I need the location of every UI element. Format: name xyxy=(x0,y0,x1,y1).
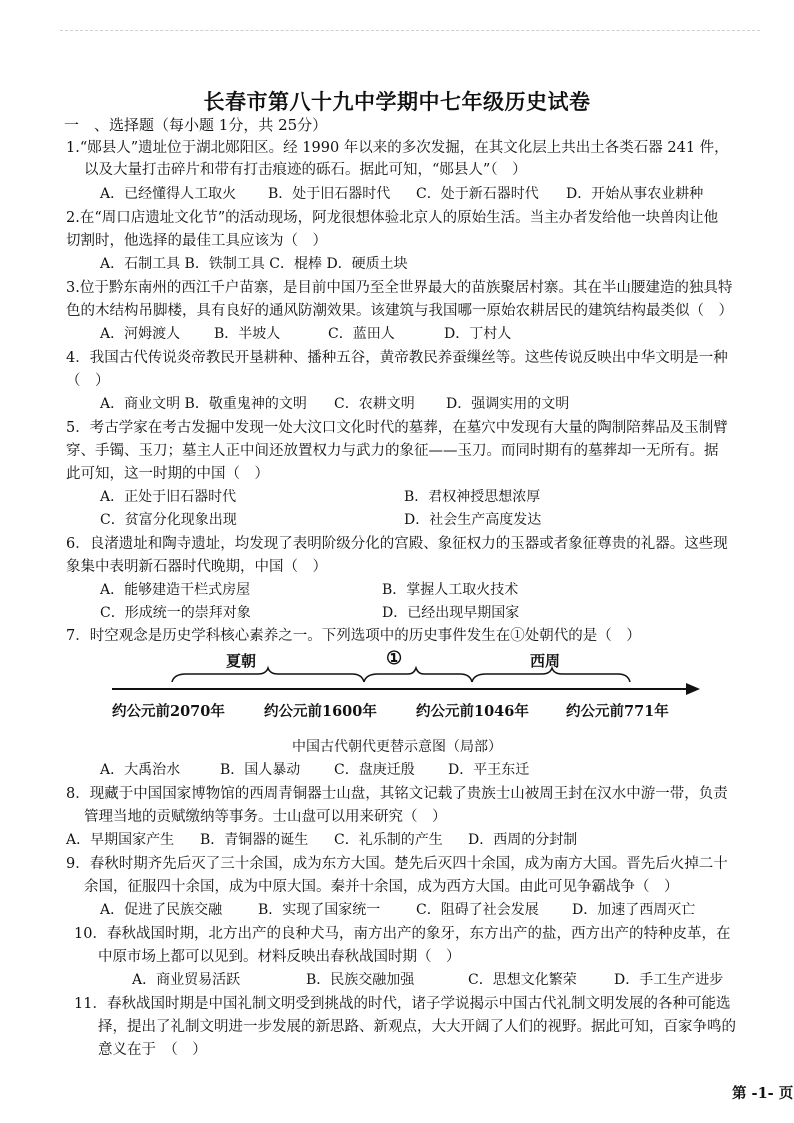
q6-option-c[interactable]: C．形成统一的崇拜对象 xyxy=(100,605,251,621)
section-heading: 一 、选择题（每小题 1分，共 25分） xyxy=(64,116,328,134)
q2-options[interactable]: A．石制工具 B．铁制工具 C．棍棒 D．硬质土块 xyxy=(100,256,408,272)
q8-option-d[interactable]: D．西周的分封制 xyxy=(468,832,578,848)
q4-line-1: 4．我国古代传说炎帝教民开垦耕种、播种五谷，黄帝教民养蚕缫丝等。这些传说反映出中华文明是一种 xyxy=(66,350,728,366)
q5-option-c[interactable]: C．贫富分化现象出现 xyxy=(100,512,237,528)
q6-option-d[interactable]: D．已经出现早期国家 xyxy=(382,605,520,621)
q7-option-a[interactable]: A．大禹治水 xyxy=(100,762,181,778)
q4-option-d[interactable]: D．强调实用的文明 xyxy=(446,396,570,412)
q1-option-b[interactable]: B．处于旧石器时代 xyxy=(268,186,391,202)
q8-line-1: 8．现藏于中国国家博物馆的西周青铜器士山盘，其铭文记载了贵族士山被周王封在汉水中游一带，负责 xyxy=(66,786,728,802)
timeline-date-4: 约公元前771年 xyxy=(566,703,669,720)
q4-line-2: （ ） xyxy=(66,373,110,389)
q7-line-1: 7．时空观念是历史学科核心素养之一。下列选项中的历史事件发生在①处朝代的是（ ） xyxy=(66,628,641,644)
q9-option-c[interactable]: C．阻碍了社会发展 xyxy=(416,902,539,918)
q4-option-ab[interactable]: A．商业文明 B．敬重鬼神的文明 xyxy=(100,396,307,412)
q9-line-1: 9．春秋时期齐先后灭了三十余国，成为东方大国。楚先后灭四十余国，成为南方大国。晋先后火掉二十 xyxy=(66,856,728,872)
q7-option-d[interactable]: D．平王东迁 xyxy=(448,762,530,778)
q3-option-d[interactable]: D．丁村人 xyxy=(444,326,512,342)
timeline-date-1: 约公元前2070年 xyxy=(112,703,225,720)
q7-option-c[interactable]: C．盘庚迁殷 xyxy=(334,762,415,778)
q10-option-c[interactable]: C．思想文化繁荣 xyxy=(468,972,577,988)
q5-option-d[interactable]: D．社会生产高度发达 xyxy=(404,512,542,528)
q5-line-2: 穿、手镯、玉刀；墓主人正中间还放置权力与武力的象征——玉刀。而同时期有的墓葬却一无所有。据 xyxy=(66,443,719,459)
timeline-label-xia: 夏朝 xyxy=(226,652,257,670)
exam-title: 长春市第八十九中学期中七年级历史试卷 xyxy=(203,89,591,114)
q3-line-1: 3.位于黔东南州的西江千户苗寨，是目前中国乃至全世界最大的苗族聚居村寨。其在半山腰建造的独具特 xyxy=(66,280,733,296)
q6-option-a[interactable]: A．能够建造干栏式房屋 xyxy=(100,582,251,598)
q9-option-d[interactable]: D．加速了西周灭亡 xyxy=(572,902,696,918)
q6-line-2: 象集中表明新石器时代晚期，中国（ ） xyxy=(66,559,327,575)
bracket-shang xyxy=(364,668,472,682)
q3-option-a[interactable]: A．河姆渡人 xyxy=(100,326,181,342)
q6-line-1: 6．良渚遗址和陶寺遗址，均发现了表明阶级分化的宫殿、象征权力的玉器或者象征尊贵的礼器。这些现 xyxy=(66,536,728,552)
q10-line-2: 中原市场上都可以见到。材料反映出春秋战国时期（ ） xyxy=(98,949,461,965)
q9-option-a[interactable]: A．促进了民族交融 xyxy=(100,902,223,918)
q5-option-a[interactable]: A．正处于旧石器时代 xyxy=(100,489,237,505)
q3-option-b[interactable]: B．半坡人 xyxy=(214,326,281,342)
q10-option-a[interactable]: A．商业贸易活跃 xyxy=(132,972,241,988)
bracket-xia xyxy=(172,668,364,682)
timeline-date-2: 约公元前1600年 xyxy=(264,703,377,720)
q11-line-3: 意义在于 （ ） xyxy=(98,1042,207,1058)
q2-line-1: 2.在“周口店遗址文化节”的活动现场，阿龙很想体验北京人的原始生活。当主办者发给他一块兽肉让他 xyxy=(66,210,719,226)
q6-option-b[interactable]: B．掌握人工取火技术 xyxy=(382,582,519,598)
q1-option-a[interactable]: A．已经懂得人工取火 xyxy=(100,186,237,202)
q8-option-a[interactable]: A．早期国家产生 xyxy=(66,832,175,848)
q9-line-2: 余国，征服四十余国，成为中原大国。秦并十余国，成为西方大国。由此可见争霸战争（ ） xyxy=(84,879,679,895)
timeline-caption: 中国古代朝代更替示意图（局部） xyxy=(292,739,502,755)
q5-option-b[interactable]: B．君权神授思想浓厚 xyxy=(404,489,541,505)
q7-option-b[interactable]: B．国人暴动 xyxy=(220,762,301,778)
q11-line-1: 11．春秋战国时期是中国礼制文明受到挑战的时代，诸子学说揭示中国古代礼制文明发展的各种可能选 xyxy=(74,996,731,1012)
q8-option-b[interactable]: B．青铜器的诞生 xyxy=(200,832,309,848)
q1-line-2: 以及大量打击碎片和带有打击痕迹的砾石。据此可知，“郧县人”（ ） xyxy=(84,162,527,178)
timeline-arrowhead xyxy=(686,683,700,695)
q10-option-b[interactable]: B．民族交融加强 xyxy=(306,972,415,988)
q11-line-2: 择，提出了礼制文明进一步发展的新思路、新观点，大大开阔了人们的视野。据此可知，百家争鸣的 xyxy=(98,1019,736,1035)
timeline-label-western-zhou: 西周 xyxy=(530,652,561,670)
q4-option-c[interactable]: C．农耕文明 xyxy=(334,396,415,412)
q10-option-d[interactable]: D．手工生产进步 xyxy=(614,972,724,988)
timeline-date-3: 约公元前1046年 xyxy=(416,703,529,720)
q3-line-2: 色的木结构吊脚楼，具有良好的通风防潮效果。该建筑与我国哪一原始农耕居民的建筑结构最类似（ ） xyxy=(66,303,733,319)
q5-line-1: 5．考古学家在考古发掘中发现一处大汶口文化时代的墓葬，在墓穴中发现有大量的陶制陪葬品及玉制臂 xyxy=(66,420,728,436)
q3-option-c[interactable]: C．蓝田人 xyxy=(328,326,395,342)
q8-line-2: 管理当地的贡赋缴纳等事务。士山盘可以用来研究（ ） xyxy=(84,809,447,825)
q8-option-c[interactable]: C．礼乐制的产生 xyxy=(334,832,443,848)
q5-line-3: 此可知，这一时期的中国（ ） xyxy=(66,466,269,482)
q1-line-1: 1.“郧县人”遗址位于湖北郧阳区。经 1990 年以来的多次发掘，在其文化层上共出土各类石器 241 件， xyxy=(66,140,729,156)
q9-option-b[interactable]: B．实现了国家统一 xyxy=(258,902,381,918)
q1-option-d[interactable]: D．开始从事农业耕种 xyxy=(566,186,704,202)
q1-option-c[interactable]: C．处于新石器时代 xyxy=(416,186,539,202)
q10-line-1: 10．春秋战国时期，北方出产的良种犬马，南方出产的象牙，东方出产的盐，西方出产的特种皮革，在 xyxy=(74,926,731,942)
q2-line-2: 切割时，他选择的最佳工具应该为（ ） xyxy=(66,233,327,249)
timeline-label-1: ① xyxy=(386,648,403,669)
page-number: 第 -1- 页 xyxy=(732,1085,794,1102)
